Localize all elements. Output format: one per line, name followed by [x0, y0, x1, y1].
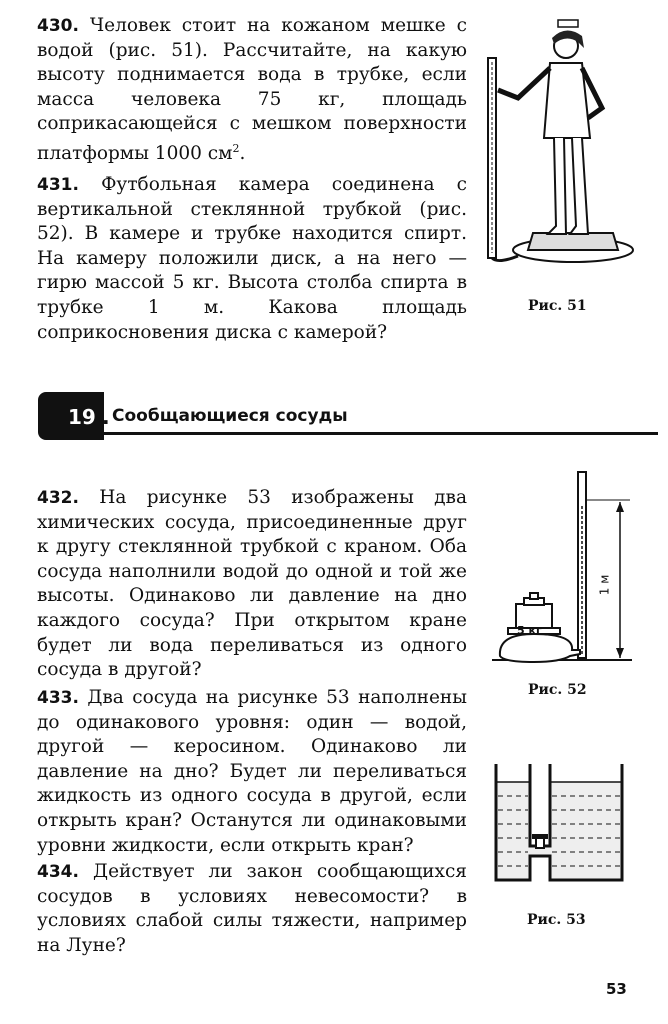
page-number: 53 [606, 980, 627, 998]
figure-53-caption: Рис. 53 [527, 912, 586, 928]
problem-text: Действует ли закон сообщающихся сосудов в условиях невесомости? в условиях слабой силы тяжести, например на Луне? [37, 861, 467, 956]
figure-52-caption: Рис. 52 [528, 682, 587, 698]
problem-text: Футбольная камера соединена с вертикальной стеклянной трубкой (рис. 52). В камере и трубке находится спирт. На камеру положили диск, а на него — гирю массой 5 кг. Высота столба спирта в трубке 1 м. Какова площадь соприкосновения диска с камерой? [37, 174, 467, 343]
problem-434 [37, 860, 467, 958]
figure-51-caption: Рис. 51 [528, 298, 587, 314]
section-dot: . [102, 405, 110, 429]
problem-430 [37, 14, 467, 167]
weight-label: 5 кг [517, 624, 542, 637]
problem-number: 434. [37, 862, 79, 882]
section-number: 19 [68, 405, 96, 429]
problem-text: Два сосуда на рисунке 53 наполнены до одинакового уровня: один — водой, другой — керосином. Одинаково ли давление на дно? Будет ли переливаться жидкость из одного сосуда в другой, если открыть кран? Останутся ли одинаковыми уровни жидкости, если открыть кран? [37, 687, 467, 856]
problem-text: На рисунке 53 изображены два химических сосуда, присоединенные друг к другу стеклянной трубкой с краном. Оба сосуда наполнили водой до одной и той же высоты. Одинаково ли давление на дно каждого сосуда? При открытом кране будет ли вода переливаться из одного сосуда в другой? [37, 487, 467, 681]
section-title: Сообщающиеся сосуды [112, 406, 348, 426]
figure-53-illustration [492, 760, 626, 884]
problem-432 [37, 486, 467, 683]
figure-52-illustration [490, 466, 640, 672]
superscript: 2 [232, 141, 240, 155]
section-heading [38, 392, 658, 440]
problem-number: 431. [37, 175, 79, 195]
section-underline [104, 432, 658, 435]
problem-number: 430. [37, 16, 79, 36]
problem-number: 433. [37, 688, 79, 708]
problem-number: 432. [37, 488, 79, 508]
problem-text: Человек стоит на кожаном мешке с водой (рис. 51). Рассчитайте, на какую высоту поднимается вода в трубке, если масса человека 75 кг, площадь соприкасающейся с мешком поверхности платформы 1000 см [37, 15, 467, 165]
problem-end: . [239, 143, 246, 165]
problem-433 [37, 686, 467, 858]
height-label: 1 м [597, 574, 612, 596]
figure-51-illustration [478, 18, 638, 268]
problem-431 [37, 173, 467, 345]
